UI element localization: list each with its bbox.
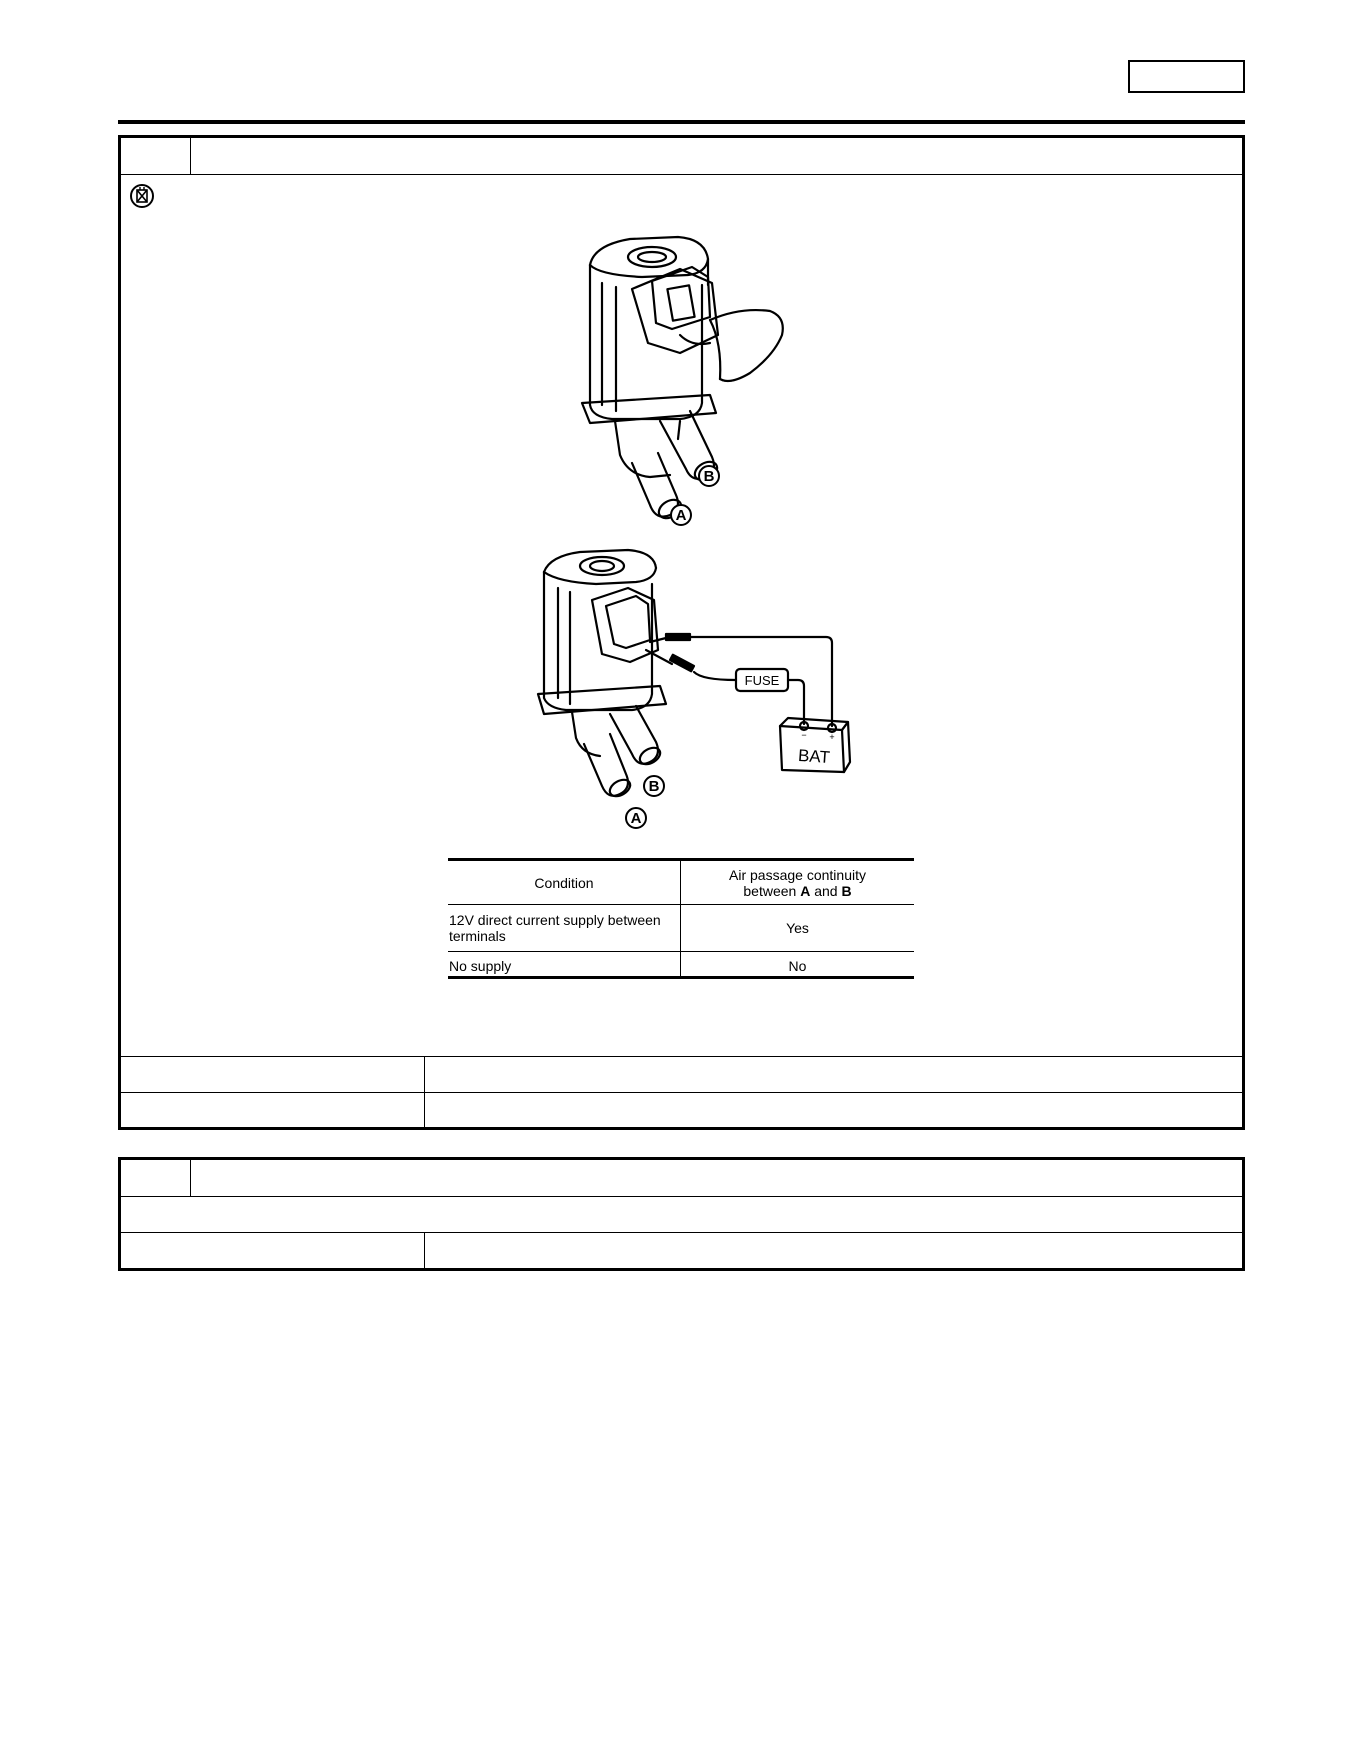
port-b-text-top: B — [703, 468, 715, 485]
port-a-label-bottom — [624, 806, 648, 830]
battery-label: BAT — [797, 745, 831, 768]
port-b-text-bottom: B — [648, 778, 660, 795]
port-a-text-top: A — [675, 507, 687, 524]
section-2-result-divider — [424, 1232, 425, 1268]
section-1-result-row-top — [119, 1056, 1243, 1057]
section-1-title-rule — [119, 174, 1243, 175]
port-a-text-bottom: A — [630, 810, 642, 827]
header-a: A — [800, 882, 811, 899]
fuse-label: FUSE — [744, 673, 780, 688]
section-2-step-divider — [190, 1160, 191, 1196]
table-header-condition: Condition — [534, 874, 594, 891]
header-box — [1128, 60, 1245, 93]
table-header-continuity-line2 — [743, 883, 851, 899]
port-a-label-top — [669, 503, 693, 527]
solenoid-valve-battery-test-illustration — [536, 548, 866, 833]
header-rule — [118, 120, 1245, 124]
section-2-frame — [118, 1157, 1245, 1271]
solenoid-valve-illustration-top — [560, 225, 810, 535]
battery-minus-sign: − — [801, 730, 807, 740]
header-between: between — [743, 882, 801, 899]
table-header-continuity-line1: Air passage continuity — [729, 866, 866, 883]
section-1-result-divider — [424, 1056, 425, 1128]
header-and: and — [810, 882, 842, 899]
table-row-1-condition: 12V direct current supply between terminals — [449, 912, 661, 944]
section-1-result-row-mid — [119, 1092, 1243, 1093]
header-b: B — [841, 882, 852, 899]
port-b-label-bottom — [642, 774, 666, 798]
table-row-2-result: No — [788, 957, 807, 974]
condition-table — [448, 858, 914, 979]
section-2-result-row-top — [119, 1232, 1243, 1233]
port-b-label-top — [697, 464, 721, 488]
table-row-2-condition: No supply — [449, 957, 512, 974]
battery-plus-sign: + — [829, 732, 835, 742]
section-1-step-divider — [190, 137, 191, 174]
section-2-title-rule — [119, 1196, 1243, 1197]
table-header-continuity — [681, 861, 914, 904]
table-row-1-result: Yes — [786, 920, 809, 936]
disconnect-connector-icon — [128, 182, 156, 210]
